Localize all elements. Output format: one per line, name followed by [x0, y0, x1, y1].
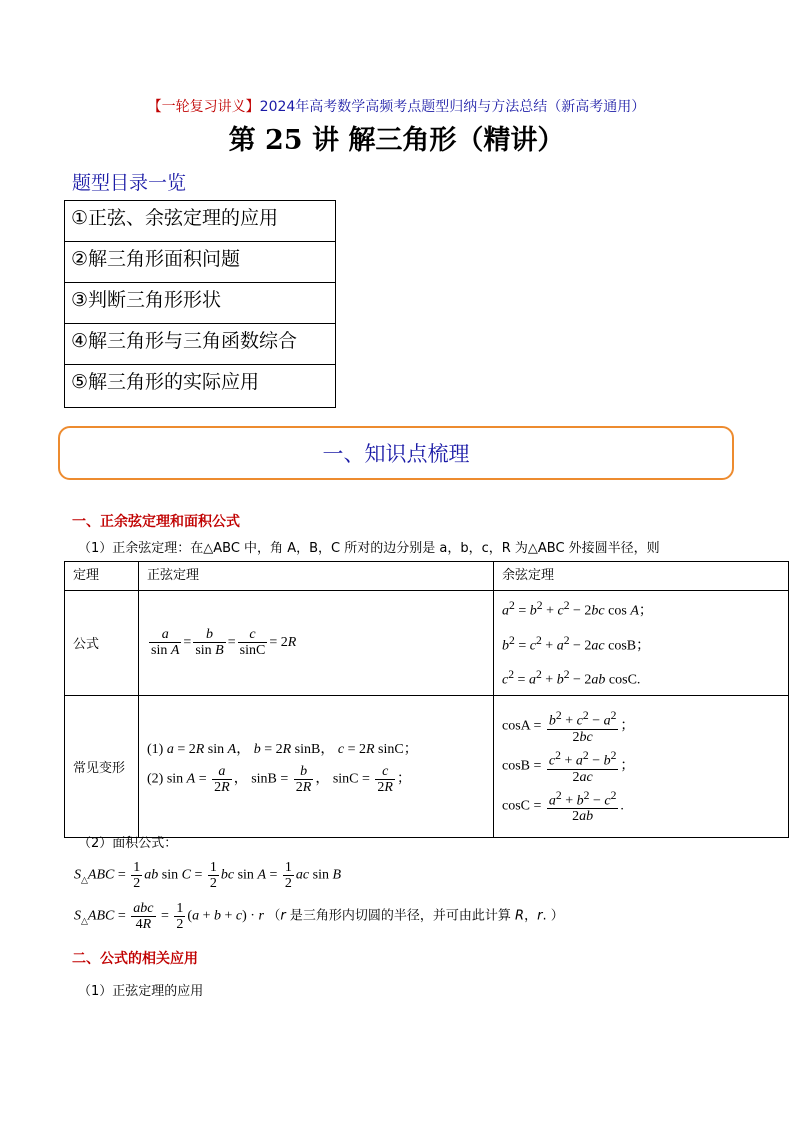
section-banner: 一、知识点梳理 — [58, 426, 734, 480]
table-header-sine: 正弦定理 — [139, 562, 494, 591]
section2-item-1: （1）正弦定理的应用 — [78, 984, 204, 999]
toc-item: ②解三角形面积问题 — [65, 242, 335, 283]
row-label-transform: 常见变形 — [65, 695, 139, 837]
cosine-law-transform: cosA = $\frac{b^2 + c^2 - a^2}{2bc}$ ； cosB = $\frac{c^2 + a^2 - b^2}{2ac}$ ； cosC = $\frac{a^2 + b^2 - c^2}{2ab}$ . — [494, 695, 789, 837]
cosine-law-formula: $a^2 = b^2 + c^2 - 2bc$ cos A； $b^2 = c^2 + a^2 - 2ac$ cosB； $c^2 = a^2 + b^2 - 2ab$ cosC. — [494, 591, 789, 696]
table-header-theorem: 定理 — [65, 562, 139, 591]
series-bracket: 【一轮复习讲义】 — [147, 99, 260, 115]
toc-table — [64, 200, 336, 408]
series-header — [0, 96, 793, 116]
table-header-cosine: 余弦定理 — [494, 562, 789, 591]
area-heading: （2）面积公式： — [78, 836, 178, 851]
toc-item: ④解三角形与三角函数综合 — [65, 324, 335, 365]
theorem-table — [64, 561, 789, 838]
page-title: 第 25 讲 解三角形（精讲） — [228, 125, 565, 156]
toc-item: ①正弦、余弦定理的应用 — [65, 201, 335, 242]
toc-heading: 题型目录一览 — [72, 172, 187, 194]
sine-law-formula: $\frac{a}{\text{sin A}}$ = $\frac{b}{\text{sin B}}$ = $\frac{c}{\sin C}$ = 2R — [139, 591, 494, 696]
section-heading-2: 二、公式的相关应用 — [72, 951, 198, 967]
area-formula-2: $S_\triangle ABC$ = $\frac{\text{abc}}{4R}$ = $\frac{1}{2}$ (a + b + c) · r （r 是三角形内切圆的半径，并可由此计算 R，r. ） — [74, 901, 564, 932]
section1-intro: （1）正余弦定理：在△ABC 中，角 A，B，C 所对的边分别是 a，b，c，R 为△ABC 外接圆半径，则 — [78, 541, 660, 556]
section-heading-1: 一、正余弦定理和面积公式 — [72, 514, 240, 530]
area-formula-1: $S_\triangle ABC$ = $\frac{1}{2}$ ab sin C = $\frac{1}{2}$ bc sin A = $\frac{1}{2}$ ac sin B — [74, 860, 342, 891]
toc-item: ⑤解三角形的实际应用 — [71, 371, 260, 393]
series-subtitle: 2024年高考数学高频考点题型归纳与方法总结（新高考通用） — [259, 99, 646, 115]
sine-law-transform: (1) a = 2R sin A， b = 2R sinB， c = 2R sinC； (2) sin A = $\frac{a}{2R}$ ， sinB = $\frac{b}{2R}$ ， sinC = $\frac{c}{2R}$ ； — [139, 695, 494, 837]
toc-item: ③判断三角形形状 — [65, 283, 335, 324]
row-label-formula: 公式 — [65, 591, 139, 696]
